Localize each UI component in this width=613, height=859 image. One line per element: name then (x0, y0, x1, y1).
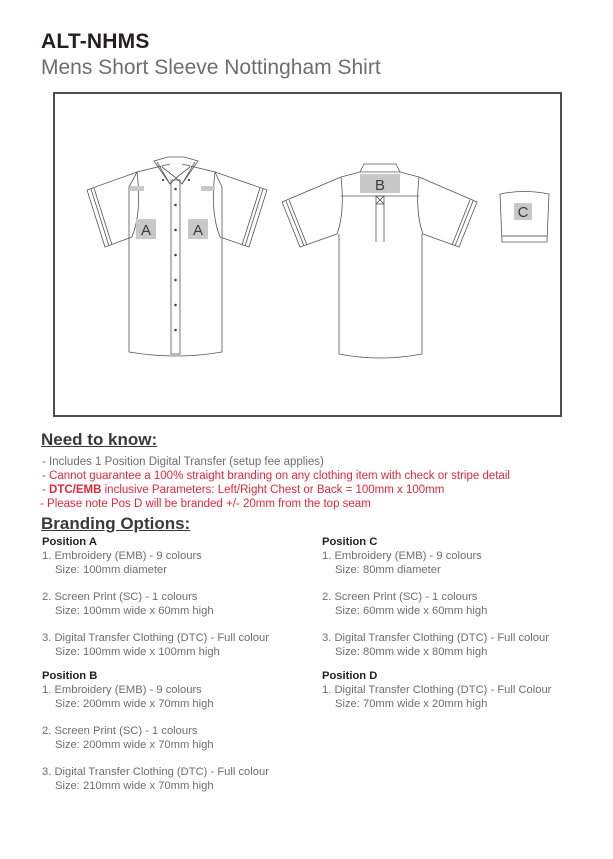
note-guarantee: - Cannot guarantee a 100% straight branding on any clothing item with check or stripe detail (42, 470, 510, 482)
option-size: Size: 70mm wide x 20mm high (335, 698, 488, 710)
pos-c-label: C (517, 204, 529, 221)
note-parameters-text: inclusive Parameters: Left/Right Chest or Back = 100mm x 100mm (101, 484, 445, 496)
option-method: 3. Digital Transfer Clothing (DTC) - Full colour (42, 766, 269, 778)
position-c-title: Position C (322, 536, 378, 548)
option-method: 3. Digital Transfer Clothing (DTC) - Full colour (322, 632, 549, 644)
option-size: Size: 80mm wide x 80mm high (335, 646, 488, 658)
position-a-option-1 (42, 549, 269, 577)
position-b-option-2 (42, 724, 269, 752)
option-size: Size: 80mm diameter (335, 564, 441, 576)
option-method: 1. Embroidery (EMB) - 9 colours (42, 550, 202, 562)
option-size: Size: 100mm wide x 60mm high (55, 605, 214, 617)
pos-d-left-marker (130, 186, 144, 191)
position-b-block (42, 669, 269, 793)
front-right-armhole (213, 172, 220, 237)
back-collar (360, 164, 400, 172)
option-size: Size: 100mm wide x 100mm high (55, 646, 220, 658)
option-method: 2. Screen Print (SC) - 1 colours (42, 591, 198, 603)
option-method: 1. Embroidery (EMB) - 9 colours (42, 684, 202, 696)
branding-options-heading: Branding Options: (41, 514, 191, 533)
back-right-armhole (418, 177, 423, 234)
front-view (87, 157, 267, 356)
back-body-outline (339, 234, 422, 358)
note-pos-d: - Please note Pos D will be branded +/- 20mm from the top seam (40, 498, 371, 510)
need-to-know-heading: Need to know: (41, 430, 158, 449)
option-size: Size: 60mm wide x 60mm high (335, 605, 488, 617)
pos-a-left-label: A (140, 222, 152, 239)
position-c-option-2 (322, 590, 549, 618)
product-code: ALT-NHMS (41, 30, 150, 53)
position-a-option-2 (42, 590, 269, 618)
position-d-option-1 (322, 683, 551, 711)
option-size: Size: 100mm diameter (55, 564, 167, 576)
option-method: 1. Embroidery (EMB) - 9 colours (322, 550, 482, 562)
position-a-block (42, 535, 269, 659)
position-b-option-1 (42, 683, 269, 711)
position-d-title: Position D (322, 670, 378, 682)
position-a-title: Position A (42, 536, 97, 548)
pos-a-right-label: A (192, 222, 204, 239)
note-parameters (42, 484, 444, 496)
pos-d-right-marker (201, 186, 215, 191)
position-b-title: Position B (42, 670, 98, 682)
option-method: 1. Digital Transfer Clothing (DTC) - Full Colour (322, 684, 552, 696)
note-parameters-prefix: - (42, 484, 50, 496)
position-a-option-3 (42, 631, 269, 659)
option-size: Size: 200mm wide x 70mm high (55, 739, 214, 751)
product-name: Mens Short Sleeve Nottingham Shirt (41, 56, 381, 79)
position-c-block (322, 535, 549, 659)
note-includes: - Includes 1 Position Digital Transfer (setup fee applies) (42, 456, 324, 468)
option-size: Size: 200mm wide x 70mm high (55, 698, 214, 710)
back-left-armhole (337, 177, 342, 234)
position-c-option-1 (322, 549, 549, 577)
back-left-sleeve (282, 177, 341, 247)
front-left-sleeve (87, 172, 137, 247)
option-method: 3. Digital Transfer Clothing (DTC) - Full colour (42, 632, 269, 644)
front-buttons (162, 179, 190, 331)
front-right-sleeve (215, 172, 267, 247)
pos-b-label: B (374, 177, 386, 194)
option-method: 2. Screen Print (SC) - 1 colours (42, 725, 198, 737)
position-d-block (322, 669, 551, 711)
option-method: 2. Screen Print (SC) - 1 colours (322, 591, 478, 603)
shirt-diagram (55, 94, 564, 419)
position-c-option-3 (322, 631, 549, 659)
note-parameters-bold: DTC/EMB (49, 484, 102, 496)
position-b-option-3 (42, 765, 269, 793)
shirt-diagram-frame (53, 92, 562, 417)
option-size: Size: 210mm wide x 70mm high (55, 780, 214, 792)
